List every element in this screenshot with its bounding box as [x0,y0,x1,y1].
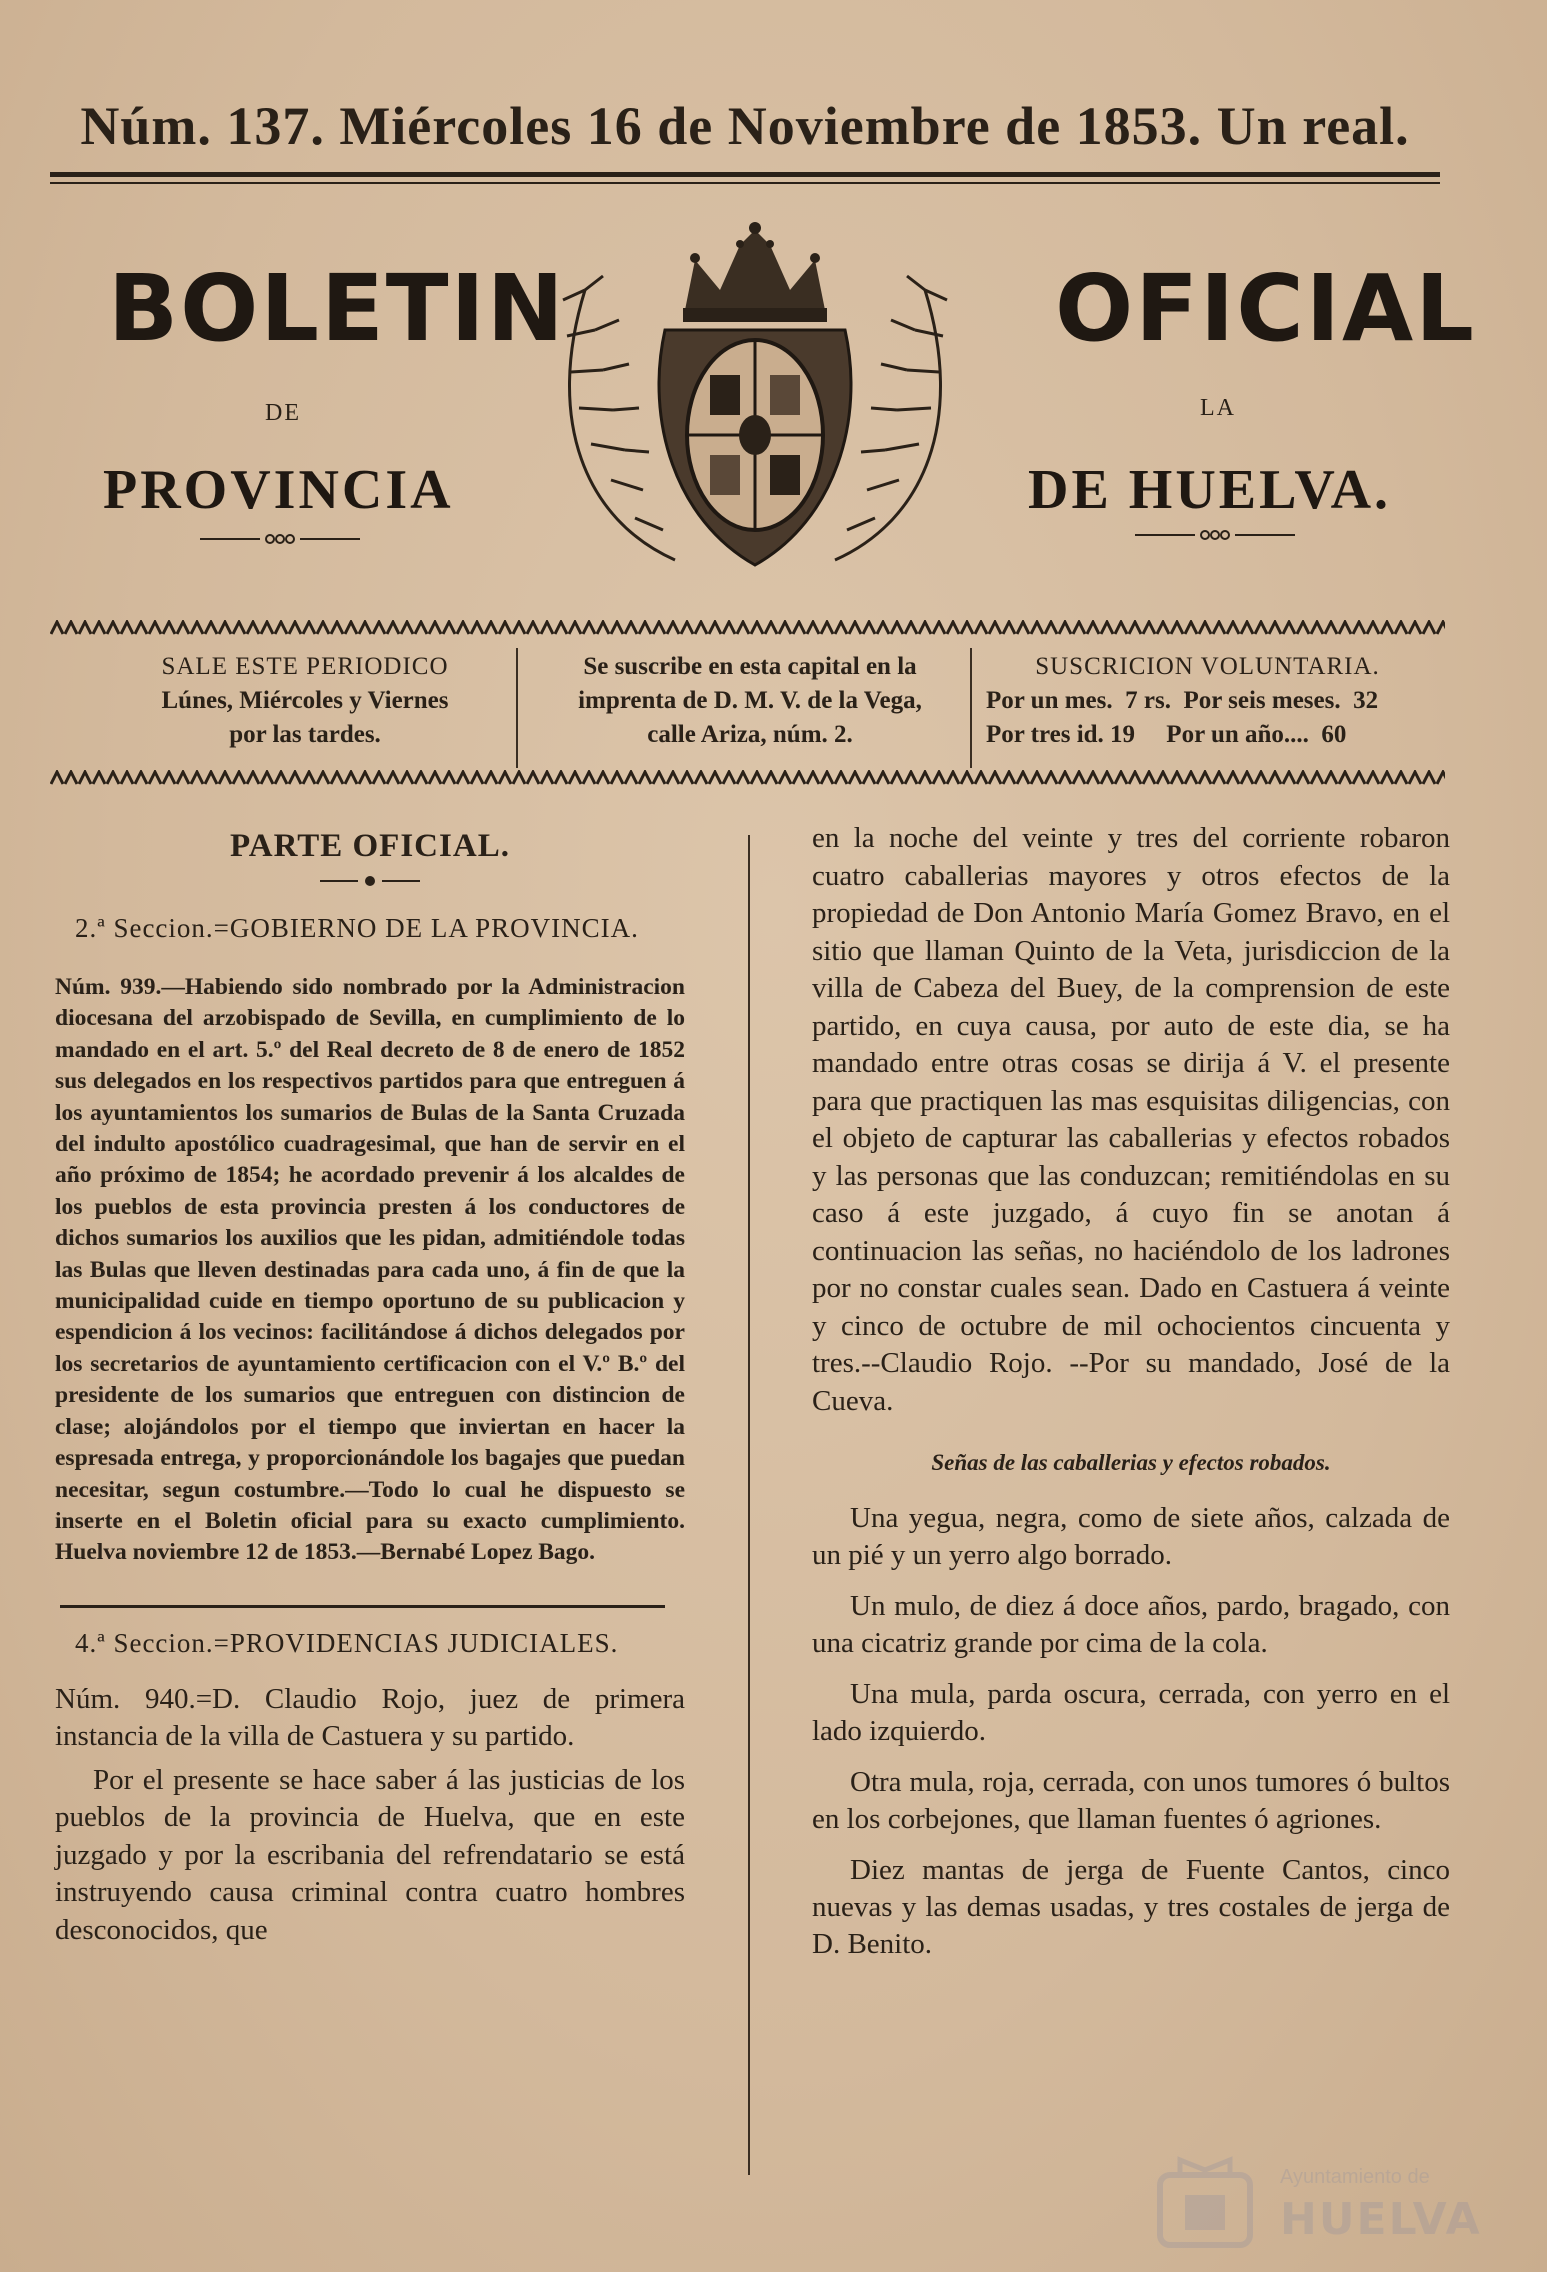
info-separator-2 [970,648,972,768]
notice-940-body: Por el presente se hace saber á las justicias de los pueblos de la provincia de Huelva, que en este juzgado y por la escribania del refrendatario se está instruyendo causa criminal contra cuatro hombres desconocidos, que [55,1763,685,1946]
subscription-place-line3: calle Ariza, núm. 2. [647,721,853,748]
ayuntamiento-watermark [1140,2150,1482,2260]
masthead-rule-thick [50,172,1440,177]
info-column-prices [980,650,1435,770]
watermark-logo-icon [1150,2155,1260,2255]
coat-of-arms-crest [525,220,985,580]
flourish-left [200,532,360,546]
periodicity-title: SALE ESTE PERIODICO [161,653,449,680]
title-de: DE [265,400,301,426]
stolen-item-5: Diez mantas de jerga de Fuente Cantos, cinco nuevas y las demas usadas, y tres costales de jerga de D. Benito. [812,1854,1450,1960]
section-2-heading: 2.ª Seccion.=GOBIERNO DE LA PROVINCIA. [75,913,639,943]
masthead-rule-thin [50,182,1440,184]
notice-939: Núm. 939.—Habiendo sido nombrado por la Administracion diocesana del arzobispado de Sevilla, en cumplimiento de lo mandado en el art. 5.º del Real decreto de 8 de enero de 1852 sus delegados en los respectivos partidos para que entreguen á los ayuntamientos los sumarios de Bulas de la Santa Cruzada del indulto apostólico cuadragesimal, que han de servir en el año próximo de 1854; he acordado prevenir á los alcaldes de los pueblos de esta provincia presten á los conductores de dichos sumarios los auxilios que les pidan, admitiéndole todas las Bulas que lleven destinadas para cada uno, á fin de que la municipalidad cuide en tiempo oportuno de su publicacion y espendicion á los vecinos: facilitándose á dichos delegados por los secretarios de ayuntamiento certificacion con el V.º B.º del presidente de los sumarios que entreguen con distincion de clase; alojándolos por el tiempo que inviertan en hacer la espresada entrega, y proporcionándole los bagajes que puedan necesitar, segun costumbre.—Todo lo cual he dispuesto se inserte en el Boletin oficial para su exacto cumplimiento. Huelva noviembre 12 de 1853.—Bernabé Lopez Bago. [55,974,685,1566]
info-column-subscription-place [525,650,975,770]
masthead-line: Núm. 137. Miércoles 16 de Noviembre de 1853. Un real. [80,96,1410,156]
subscription-place-line2: imprenta de D. M. V. de la Vega, [578,687,922,714]
title-boletin: BOLETIN [108,255,566,362]
chain-border-top [50,620,1445,636]
prices-title: SUSCRICION VOLUNTARIA. [1035,653,1380,680]
info-column-periodicity [70,650,540,770]
section-4-heading: 4.ª Seccion.=PROVIDENCIAS JUDICIALES. [75,1627,619,1658]
stolen-item-2: Un mulo, de diez á doce años, pardo, bragado, con una cicatriz grande por cima de la cola. [812,1590,1450,1659]
column-divider [748,835,750,2175]
stolen-item-1: Una yegua, negra, como de siete años, calzada de un pié y un yerro algo borrado. [812,1502,1450,1571]
title-de-huelva: DE HUELVA. [1028,459,1392,521]
stolen-item-4: Otra mula, roja, cerrada, con unos tumores ó bultos en los corbejones, que llaman fuentes ó agriones. [812,1766,1450,1835]
title-provincia: PROVINCIA [103,459,454,521]
title-la: LA [1200,395,1236,421]
heading-flourish [320,875,420,887]
section-divider [60,1605,665,1608]
notice-940-continuation: en la noche del veinte y tres del corriente robaron cuatro caballerias mayores y otros efectos de la propiedad de Don Antonio María Gomez Bravo, en el sitio que llaman Quinto de la Veta, jurisdiccion de la villa de Cabeza del Buey, de la comprension de este partido, en cuya causa, por auto de este dia, se ha mandado entre otras cosas se dirija á V. el presente para que practiquen las mas esquisitas diligencias, con el objeto de capturar las caballerias y efectos robados y las personas que las conduzcan; remitiéndolas en su caso á este juzgado, á cuyo fin se anotan á continuacion las señas, no haciéndolo de los ladrones por no constar cuales sean. Dado en Castuera á veinte y cinco de octubre de mil ochocientos cincuenta y tres.--Claudio Rojo. --Por su mandado, José de la Cueva. [812,822,1450,1417]
parte-oficial-heading: PARTE OFICIAL. [230,828,510,864]
prices-row-1: Por un mes. 7 rs. Por seis meses. 32 [986,687,1379,714]
periodicity-time: por las tardes. [229,721,381,748]
subscription-info-band [50,620,1445,790]
prices-row-2: Por tres id. 19 Por un año.... 60 [986,721,1347,748]
right-column [812,820,1450,1977]
watermark-main-text: HUELVA [1280,2194,1482,2245]
title-oficial: OFICIAL [1055,255,1476,362]
left-column [55,820,685,1949]
stolen-item-3: Una mula, parda oscura, cerrada, con yerro en el lado izquierdo. [812,1678,1450,1747]
chain-border-bottom [50,770,1445,786]
info-separator-1 [516,648,518,768]
subscription-place-line1: Se suscribe en esta capital en la [583,653,917,680]
flourish-right [1135,528,1295,542]
stolen-items-heading: Señas de las caballerias y efectos robados. [931,1450,1331,1475]
watermark-top-text: Ayuntamiento de [1280,2166,1430,2188]
periodicity-days: Lúnes, Miércoles y Viernes [161,687,449,714]
notice-940-header: Núm. 940.=D. Claudio Rojo, juez de primera instancia de la villa de Castuera y su partido. [55,1682,685,1753]
